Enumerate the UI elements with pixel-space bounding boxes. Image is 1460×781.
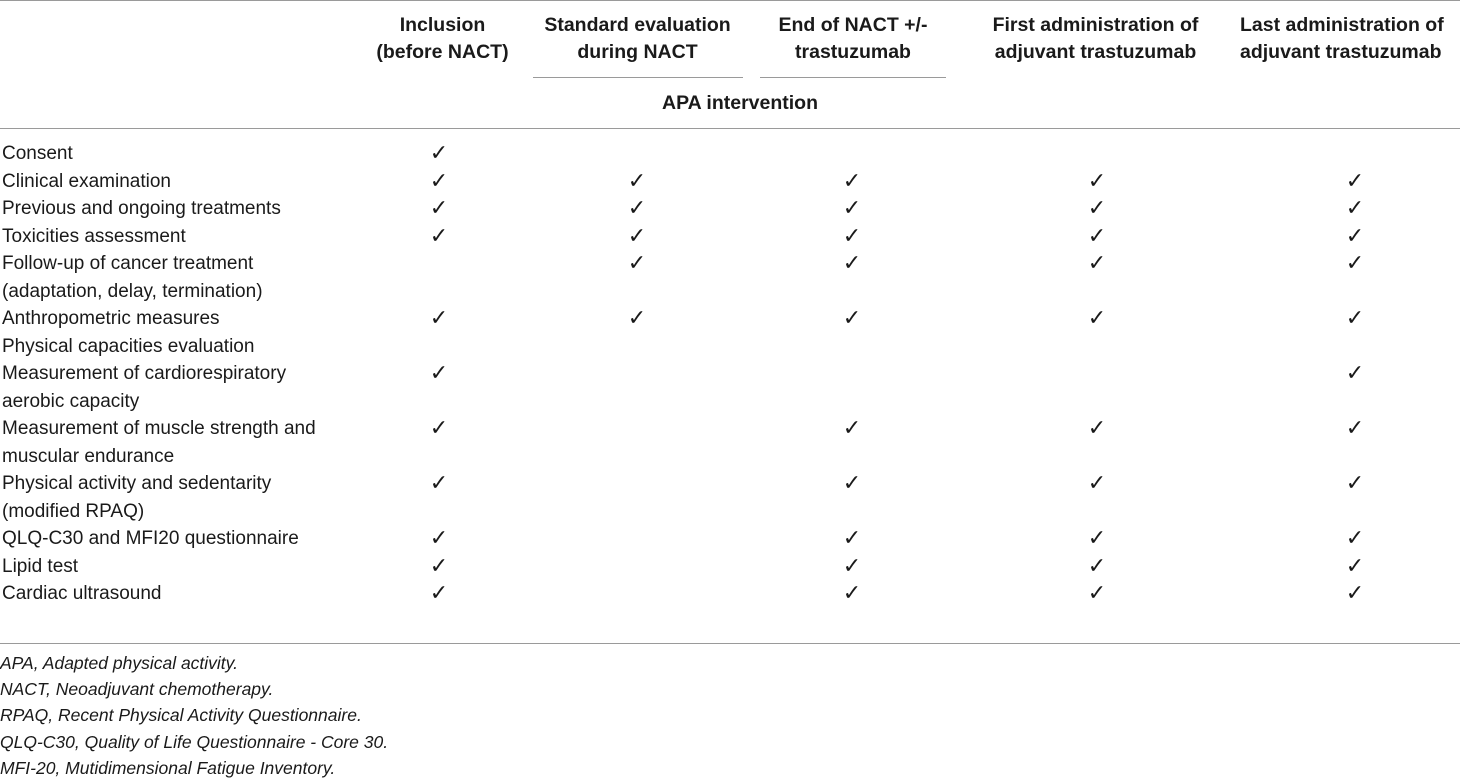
footnote: QLQ-C30, Quality of Life Questionnaire - Core 30. bbox=[0, 731, 389, 752]
check-mark-icon: ✓ bbox=[1345, 251, 1365, 276]
check-mark-icon: ✓ bbox=[842, 581, 862, 606]
column-header-line1: First administration of bbox=[992, 14, 1199, 36]
check-mark-icon: ✓ bbox=[1087, 196, 1107, 221]
check-mark-icon: ✓ bbox=[429, 361, 449, 386]
check-mark-icon: ✓ bbox=[429, 223, 449, 249]
column-header-line2: (before NACT) bbox=[376, 41, 509, 63]
check-mark-icon: ✓ bbox=[1345, 223, 1365, 249]
check-mark-icon: ✓ bbox=[429, 141, 449, 166]
column-header-line1: End of NACT +/- bbox=[778, 14, 928, 36]
check-mark-icon: ✓ bbox=[429, 168, 449, 194]
check-mark-icon: ✓ bbox=[627, 168, 647, 194]
row-label: (adaptation, delay, termination) bbox=[2, 280, 263, 302]
check-mark-icon: ✓ bbox=[842, 553, 862, 579]
check-mark-icon: ✓ bbox=[429, 526, 449, 551]
check-mark-icon: ✓ bbox=[1087, 168, 1107, 194]
check-mark-icon: ✓ bbox=[1087, 223, 1107, 249]
footnote: MFI-20, Mutidimensional Fatigue Inventory. bbox=[0, 757, 336, 778]
check-mark-icon: ✓ bbox=[627, 196, 647, 221]
row-label: aerobic capacity bbox=[2, 390, 140, 412]
check-mark-icon: ✓ bbox=[1087, 471, 1107, 496]
check-mark-icon: ✓ bbox=[429, 553, 449, 579]
check-mark-icon: ✓ bbox=[1087, 251, 1107, 276]
check-mark-icon: ✓ bbox=[1345, 471, 1365, 496]
check-mark-icon: ✓ bbox=[429, 416, 449, 441]
check-mark-icon: ✓ bbox=[1345, 416, 1365, 441]
column-header-line1: Standard evaluation bbox=[544, 14, 731, 36]
row-label: Previous and ongoing treatments bbox=[2, 198, 281, 219]
check-mark-icon: ✓ bbox=[1345, 168, 1365, 194]
check-mark-icon: ✓ bbox=[1087, 553, 1107, 579]
column-header-standard-evaluation bbox=[530, 12, 745, 66]
row-label: Follow-up of cancer treatment bbox=[2, 253, 254, 274]
row-label: Cardiac ultrasound bbox=[2, 583, 162, 604]
header-rule bbox=[0, 128, 1460, 129]
column-header-line1: Inclusion bbox=[399, 14, 486, 36]
footnote: NACT, Neoadjuvant chemotherapy. bbox=[0, 679, 274, 700]
check-mark-icon: ✓ bbox=[842, 416, 862, 441]
row-label: Physical capacities evaluation bbox=[2, 335, 255, 357]
check-mark-icon: ✓ bbox=[842, 306, 862, 331]
column-header-line1: Last administration of bbox=[1240, 14, 1444, 36]
bottom-rule bbox=[0, 643, 1460, 644]
check-mark-icon: ✓ bbox=[1345, 306, 1365, 331]
row-label: (modified RPAQ) bbox=[2, 500, 145, 522]
row-label: Anthropometric measures bbox=[2, 308, 220, 329]
column-header-line2: trastuzumab bbox=[795, 41, 911, 63]
check-mark-icon: ✓ bbox=[1345, 526, 1365, 551]
column-header-last-administration bbox=[1240, 12, 1460, 66]
column-header-inclusion bbox=[360, 12, 525, 66]
check-mark-icon: ✓ bbox=[842, 168, 862, 194]
check-mark-icon: ✓ bbox=[627, 306, 647, 331]
column-header-line2: adjuvant trastuzumab bbox=[994, 41, 1197, 63]
row-label: Lipid test bbox=[2, 555, 79, 577]
check-mark-icon: ✓ bbox=[429, 471, 449, 496]
span-underline-left bbox=[533, 77, 743, 78]
footnote: APA, Adapted physical activity. bbox=[0, 653, 238, 673]
check-mark-icon: ✓ bbox=[1087, 306, 1107, 331]
top-rule bbox=[0, 0, 1460, 1]
row-label: QLQ-C30 and MFI20 questionnaire bbox=[2, 528, 299, 549]
row-label: muscular endurance bbox=[2, 445, 175, 467]
span-underline-right bbox=[760, 77, 946, 78]
check-mark-icon: ✓ bbox=[842, 196, 862, 221]
check-mark-icon: ✓ bbox=[1087, 581, 1107, 606]
check-mark-icon: ✓ bbox=[1087, 416, 1107, 441]
check-mark-icon: ✓ bbox=[429, 581, 449, 606]
check-mark-icon: ✓ bbox=[842, 526, 862, 551]
column-header-end-of-nact bbox=[758, 12, 948, 66]
check-mark-icon: ✓ bbox=[1087, 526, 1107, 551]
row-label: Toxicities assessment bbox=[2, 225, 186, 247]
check-mark-icon: ✓ bbox=[842, 251, 862, 276]
check-mark-icon: ✓ bbox=[429, 196, 449, 221]
footnote: RPAQ, Recent Physical Activity Questionnaire. bbox=[0, 705, 362, 726]
row-label: Physical activity and sedentarity bbox=[2, 473, 272, 494]
check-mark-icon: ✓ bbox=[429, 306, 449, 331]
check-mark-icon: ✓ bbox=[842, 223, 862, 249]
row-label: Measurement of muscle strength and bbox=[2, 418, 316, 439]
column-header-line2: adjuvant trastuzumab bbox=[1240, 41, 1442, 63]
check-mark-icon: ✓ bbox=[1345, 361, 1365, 386]
check-mark-icon: ✓ bbox=[1345, 581, 1365, 606]
row-label: Consent bbox=[2, 143, 73, 164]
apa-intervention-span-label: APA intervention bbox=[661, 92, 818, 114]
check-mark-icon: ✓ bbox=[627, 251, 647, 276]
check-mark-icon: ✓ bbox=[842, 471, 862, 496]
column-header-first-administration bbox=[958, 12, 1233, 66]
row-label: Measurement of cardiorespiratory bbox=[2, 363, 287, 384]
check-mark-icon: ✓ bbox=[627, 223, 647, 249]
row-label: Clinical examination bbox=[2, 170, 171, 192]
column-header-line2: during NACT bbox=[577, 41, 698, 63]
check-mark-icon: ✓ bbox=[1345, 196, 1365, 221]
check-mark-icon: ✓ bbox=[1345, 553, 1365, 579]
